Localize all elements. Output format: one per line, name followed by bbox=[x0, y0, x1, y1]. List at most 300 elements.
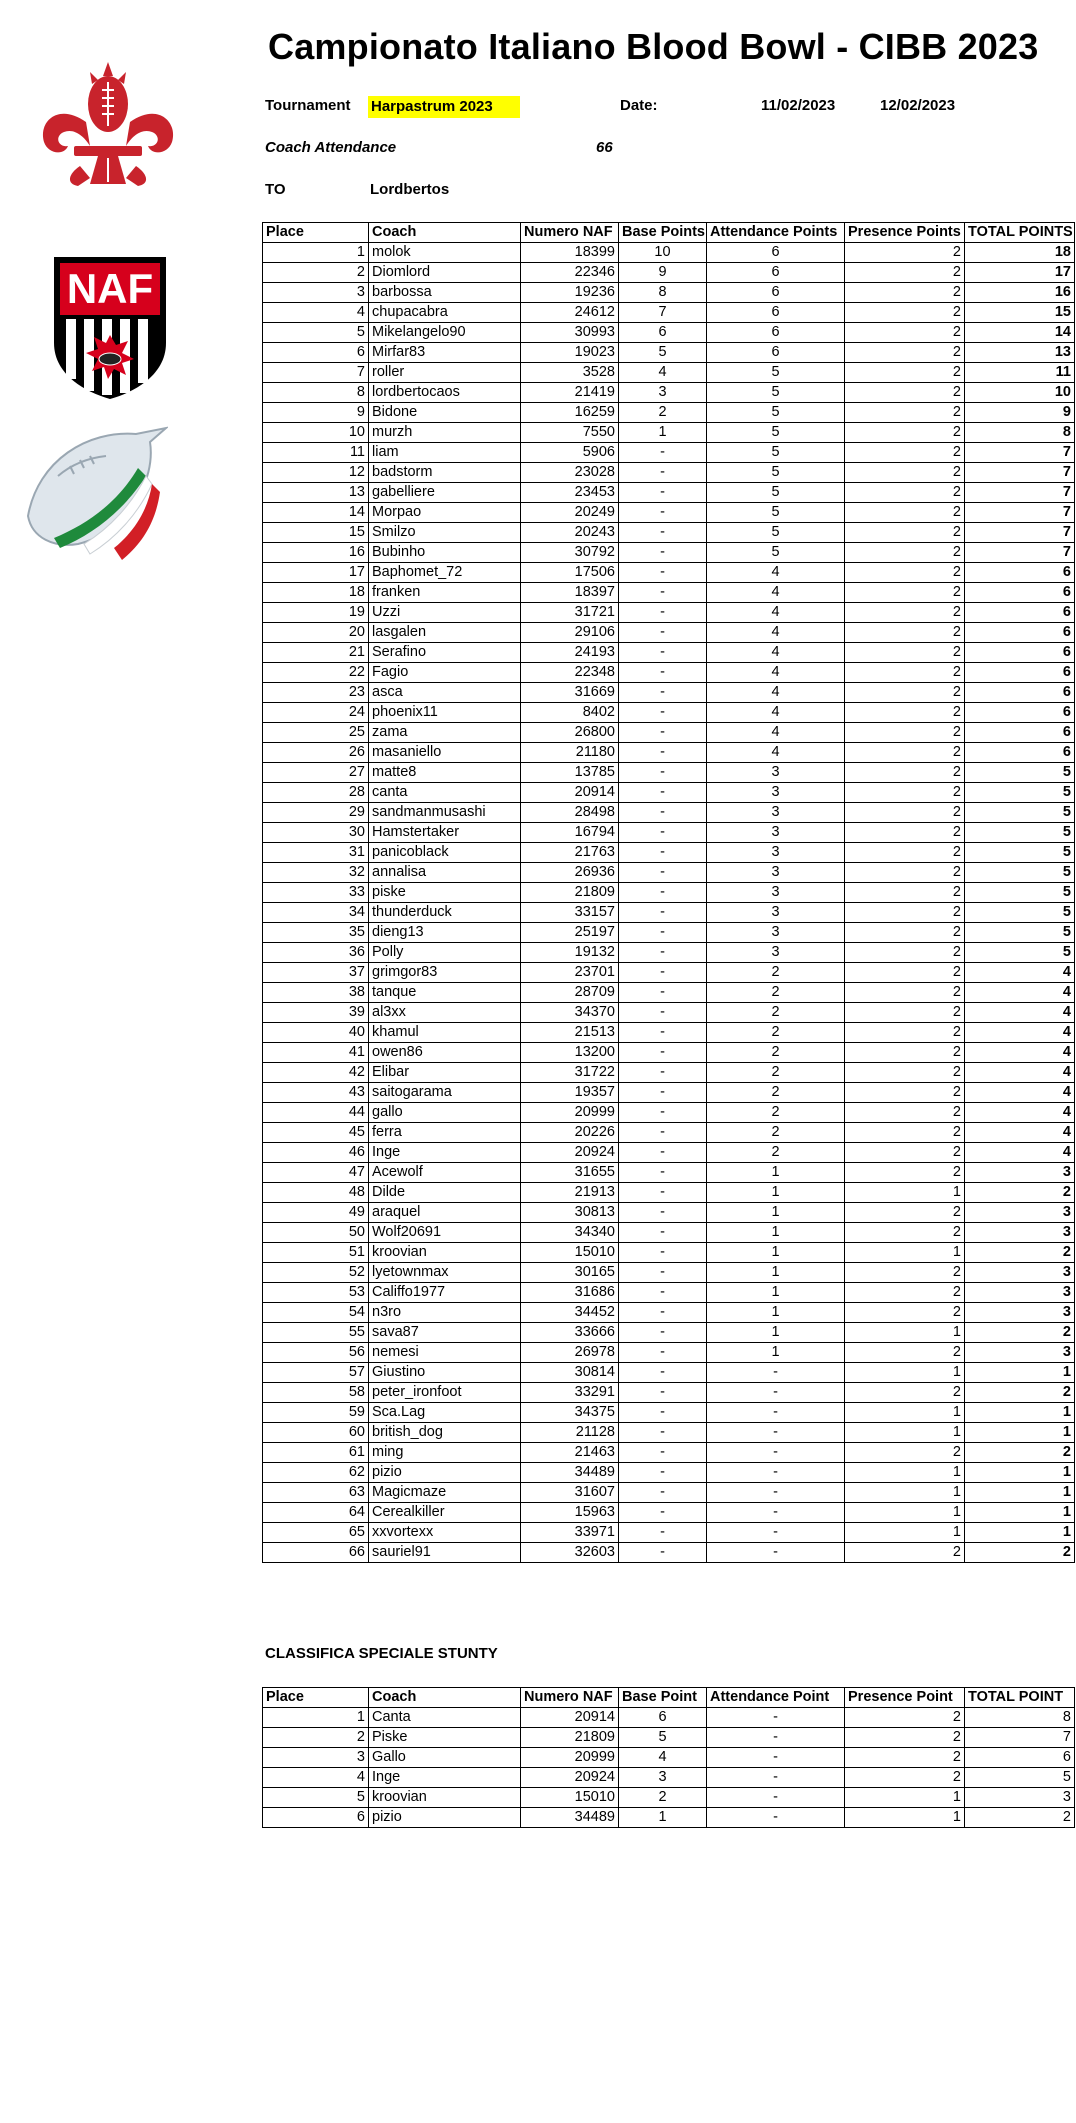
naf-logo-text: NAF bbox=[66, 265, 154, 312]
coach-cell: Serafino bbox=[369, 643, 521, 663]
table-row bbox=[263, 923, 1075, 943]
base-points-cell: - bbox=[619, 1063, 707, 1083]
presence-points-cell: 2 bbox=[845, 263, 965, 283]
total-points-cell: 7 bbox=[965, 1728, 1075, 1748]
attendance-points-cell: 3 bbox=[707, 923, 845, 943]
place-cell: 18 bbox=[263, 583, 369, 603]
table-row bbox=[263, 1083, 1075, 1103]
presence-points-cell: 2 bbox=[845, 1443, 965, 1463]
naf-number-cell: 26978 bbox=[521, 1343, 619, 1363]
naf-number-cell: 31686 bbox=[521, 1283, 619, 1303]
naf-number-cell: 20243 bbox=[521, 523, 619, 543]
place-cell: 60 bbox=[263, 1423, 369, 1443]
naf-number-cell: 31607 bbox=[521, 1483, 619, 1503]
total-points-cell: 9 bbox=[965, 403, 1075, 423]
coach-cell: kroovian bbox=[369, 1243, 521, 1263]
attendance-points-cell: 5 bbox=[707, 363, 845, 383]
place-cell: 31 bbox=[263, 843, 369, 863]
attendance-points-cell: 3 bbox=[707, 903, 845, 923]
naf-number-cell: 29106 bbox=[521, 623, 619, 643]
attendance-points-cell: 4 bbox=[707, 683, 845, 703]
place-cell: 3 bbox=[263, 283, 369, 303]
attendance-points-cell: - bbox=[707, 1383, 845, 1403]
attendance-points-cell: - bbox=[707, 1363, 845, 1383]
presence-points-cell: 2 bbox=[845, 1708, 965, 1728]
place-cell: 2 bbox=[263, 1728, 369, 1748]
attendance-points-cell: 3 bbox=[707, 783, 845, 803]
table-row bbox=[263, 1483, 1075, 1503]
naf-number-cell: 20924 bbox=[521, 1768, 619, 1788]
place-cell: 54 bbox=[263, 1303, 369, 1323]
attendance-points-cell: 3 bbox=[707, 863, 845, 883]
total-points-cell: 2 bbox=[965, 1808, 1075, 1828]
coach-cell: tanque bbox=[369, 983, 521, 1003]
table-row bbox=[263, 1023, 1075, 1043]
table-row bbox=[263, 543, 1075, 563]
place-cell: 64 bbox=[263, 1503, 369, 1523]
place-cell: 32 bbox=[263, 863, 369, 883]
coach-cell: sava87 bbox=[369, 1323, 521, 1343]
attendance-points-cell: 2 bbox=[707, 1123, 845, 1143]
place-cell: 41 bbox=[263, 1043, 369, 1063]
naf-number-cell: 20914 bbox=[521, 783, 619, 803]
attendance-points-cell: 5 bbox=[707, 463, 845, 483]
fleur-de-lis-football-logo bbox=[38, 62, 178, 188]
presence-points-cell: 1 bbox=[845, 1808, 965, 1828]
table-row bbox=[263, 903, 1075, 923]
table-row bbox=[263, 1223, 1075, 1243]
coach-cell: pizio bbox=[369, 1808, 521, 1828]
total-points-cell: 4 bbox=[965, 1043, 1075, 1063]
attendance-points-cell: 4 bbox=[707, 623, 845, 643]
attendance-points-cell: 4 bbox=[707, 583, 845, 603]
coach-cell: annalisa bbox=[369, 863, 521, 883]
attendance-points-cell: - bbox=[707, 1503, 845, 1523]
naf-number-cell: 15010 bbox=[521, 1788, 619, 1808]
base-points-cell: 3 bbox=[619, 383, 707, 403]
attendance-points-cell: 5 bbox=[707, 403, 845, 423]
attendance-points-cell: 5 bbox=[707, 383, 845, 403]
coach-cell: murzh bbox=[369, 423, 521, 443]
base-points-cell: 10 bbox=[619, 243, 707, 263]
base-points-cell: 8 bbox=[619, 283, 707, 303]
coach-cell: zama bbox=[369, 723, 521, 743]
presence-points-cell: 2 bbox=[845, 923, 965, 943]
coach-cell: Bubinho bbox=[369, 543, 521, 563]
attendance-points-cell: 4 bbox=[707, 563, 845, 583]
total-points-cell: 8 bbox=[965, 423, 1075, 443]
base-points-cell: - bbox=[619, 763, 707, 783]
coach-cell: kroovian bbox=[369, 1788, 521, 1808]
base-points-cell: - bbox=[619, 1423, 707, 1443]
base-points-cell: 2 bbox=[619, 1788, 707, 1808]
attendance-points-cell: 1 bbox=[707, 1243, 845, 1263]
naf-number-cell: 20999 bbox=[521, 1103, 619, 1123]
coach-cell: saitogarama bbox=[369, 1083, 521, 1103]
total-points-cell: 3 bbox=[965, 1283, 1075, 1303]
base-points-cell: - bbox=[619, 1203, 707, 1223]
header-base-points: Base Points bbox=[619, 223, 707, 243]
naf-number-cell: 20914 bbox=[521, 1708, 619, 1728]
total-points-cell: 3 bbox=[965, 1163, 1075, 1183]
header-attendance-points: Attendance Points bbox=[707, 223, 845, 243]
place-cell: 45 bbox=[263, 1123, 369, 1143]
table-row bbox=[263, 363, 1075, 383]
coach-cell: Acewolf bbox=[369, 1163, 521, 1183]
attendance-points-cell: 4 bbox=[707, 643, 845, 663]
total-points-cell: 5 bbox=[965, 943, 1075, 963]
total-points-cell: 1 bbox=[965, 1523, 1075, 1543]
presence-points-cell: 2 bbox=[845, 823, 965, 843]
total-points-cell: 6 bbox=[965, 743, 1075, 763]
table-row bbox=[263, 1063, 1075, 1083]
coach-cell: Piske bbox=[369, 1728, 521, 1748]
table-row bbox=[263, 403, 1075, 423]
base-points-cell: - bbox=[619, 663, 707, 683]
presence-points-cell: 2 bbox=[845, 283, 965, 303]
total-points-cell: 7 bbox=[965, 503, 1075, 523]
italian-flag-ball-logo bbox=[18, 420, 168, 565]
naf-number-cell: 3528 bbox=[521, 363, 619, 383]
naf-number-cell: 31669 bbox=[521, 683, 619, 703]
naf-number-cell: 21463 bbox=[521, 1443, 619, 1463]
presence-points-cell: 2 bbox=[845, 563, 965, 583]
base-points-cell: - bbox=[619, 1303, 707, 1323]
presence-points-cell: 2 bbox=[845, 883, 965, 903]
base-points-cell: 4 bbox=[619, 363, 707, 383]
base-points-cell: - bbox=[619, 1243, 707, 1263]
total-points-cell: 17 bbox=[965, 263, 1075, 283]
attendance-points-cell: - bbox=[707, 1768, 845, 1788]
total-points-cell: 4 bbox=[965, 1003, 1075, 1023]
table-row bbox=[263, 623, 1075, 643]
total-points-cell: 8 bbox=[965, 1708, 1075, 1728]
special-ranking-title: CLASSIFICA SPECIALE STUNTY bbox=[265, 1645, 498, 1662]
base-points-cell: - bbox=[619, 1523, 707, 1543]
total-points-cell: 3 bbox=[965, 1263, 1075, 1283]
attendance-points-cell: 6 bbox=[707, 283, 845, 303]
place-cell: 19 bbox=[263, 603, 369, 623]
naf-number-cell: 21128 bbox=[521, 1423, 619, 1443]
coach-cell: Mikelangelo90 bbox=[369, 323, 521, 343]
place-cell: 2 bbox=[263, 263, 369, 283]
naf-number-cell: 7550 bbox=[521, 423, 619, 443]
table-row bbox=[263, 683, 1075, 703]
presence-points-cell: 2 bbox=[845, 543, 965, 563]
place-cell: 66 bbox=[263, 1543, 369, 1563]
naf-number-cell: 19132 bbox=[521, 943, 619, 963]
header-presence-point: Presence Point bbox=[845, 1688, 965, 1708]
total-points-cell: 6 bbox=[965, 623, 1075, 643]
table-row bbox=[263, 303, 1075, 323]
total-points-cell: 2 bbox=[965, 1183, 1075, 1203]
place-cell: 56 bbox=[263, 1343, 369, 1363]
presence-points-cell: 2 bbox=[845, 363, 965, 383]
total-points-cell: 15 bbox=[965, 303, 1075, 323]
presence-points-cell: 2 bbox=[845, 583, 965, 603]
presence-points-cell: 2 bbox=[845, 1043, 965, 1063]
total-points-cell: 5 bbox=[965, 823, 1075, 843]
presence-points-cell: 2 bbox=[845, 1383, 965, 1403]
attendance-points-cell: 4 bbox=[707, 743, 845, 763]
place-cell: 49 bbox=[263, 1203, 369, 1223]
coach-cell: peter_ironfoot bbox=[369, 1383, 521, 1403]
total-points-cell: 4 bbox=[965, 963, 1075, 983]
to-value: Lordbertos bbox=[370, 181, 450, 198]
naf-number-cell: 23028 bbox=[521, 463, 619, 483]
table-row bbox=[263, 1403, 1075, 1423]
base-points-cell: - bbox=[619, 1383, 707, 1403]
presence-points-cell: 2 bbox=[845, 403, 965, 423]
attendance-points-cell: 2 bbox=[707, 1023, 845, 1043]
base-points-cell: - bbox=[619, 823, 707, 843]
naf-number-cell: 32603 bbox=[521, 1543, 619, 1563]
attendance-points-cell: 1 bbox=[707, 1263, 845, 1283]
presence-points-cell: 1 bbox=[845, 1323, 965, 1343]
coach-cell: asca bbox=[369, 683, 521, 703]
coach-cell: Califfo1977 bbox=[369, 1283, 521, 1303]
table-row bbox=[263, 263, 1075, 283]
naf-number-cell: 21763 bbox=[521, 843, 619, 863]
attendance-points-cell: 1 bbox=[707, 1283, 845, 1303]
naf-number-cell: 30813 bbox=[521, 1203, 619, 1223]
total-points-cell: 6 bbox=[965, 583, 1075, 603]
total-points-cell: 4 bbox=[965, 1123, 1075, 1143]
base-points-cell: - bbox=[619, 1403, 707, 1423]
coach-cell: n3ro bbox=[369, 1303, 521, 1323]
table-row bbox=[263, 1423, 1075, 1443]
attendance-label: Coach Attendance bbox=[265, 139, 397, 156]
base-points-cell: - bbox=[619, 463, 707, 483]
base-points-cell: - bbox=[619, 1023, 707, 1043]
coach-cell: badstorm bbox=[369, 463, 521, 483]
naf-number-cell: 13785 bbox=[521, 763, 619, 783]
coach-cell: Wolf20691 bbox=[369, 1223, 521, 1243]
naf-number-cell: 13200 bbox=[521, 1043, 619, 1063]
place-cell: 58 bbox=[263, 1383, 369, 1403]
total-points-cell: 1 bbox=[965, 1503, 1075, 1523]
coach-cell: Inge bbox=[369, 1768, 521, 1788]
base-points-cell: - bbox=[619, 563, 707, 583]
presence-points-cell: 2 bbox=[845, 963, 965, 983]
naf-number-cell: 34340 bbox=[521, 1223, 619, 1243]
coach-cell: matte8 bbox=[369, 763, 521, 783]
table-row bbox=[263, 763, 1075, 783]
presence-points-cell: 2 bbox=[845, 443, 965, 463]
base-points-cell: - bbox=[619, 963, 707, 983]
attendance-points-cell: - bbox=[707, 1403, 845, 1423]
naf-number-cell: 15963 bbox=[521, 1503, 619, 1523]
place-cell: 51 bbox=[263, 1243, 369, 1263]
base-points-cell: - bbox=[619, 683, 707, 703]
place-cell: 27 bbox=[263, 763, 369, 783]
total-points-cell: 7 bbox=[965, 463, 1075, 483]
coach-cell: chupacabra bbox=[369, 303, 521, 323]
presence-points-cell: 2 bbox=[845, 1223, 965, 1243]
coach-cell: Dilde bbox=[369, 1183, 521, 1203]
total-points-cell: 4 bbox=[965, 1023, 1075, 1043]
presence-points-cell: 2 bbox=[845, 983, 965, 1003]
attendance-points-cell: 5 bbox=[707, 443, 845, 463]
coach-cell: Sca.Lag bbox=[369, 1403, 521, 1423]
attendance-points-cell: 6 bbox=[707, 243, 845, 263]
table-row bbox=[263, 823, 1075, 843]
base-points-cell: 6 bbox=[619, 323, 707, 343]
total-points-cell: 2 bbox=[965, 1443, 1075, 1463]
presence-points-cell: 1 bbox=[845, 1503, 965, 1523]
base-points-cell: - bbox=[619, 1343, 707, 1363]
total-points-cell: 6 bbox=[965, 563, 1075, 583]
place-cell: 47 bbox=[263, 1163, 369, 1183]
presence-points-cell: 2 bbox=[845, 683, 965, 703]
attendance-points-cell: 2 bbox=[707, 1043, 845, 1063]
table-row bbox=[263, 1768, 1075, 1788]
coach-cell: khamul bbox=[369, 1023, 521, 1043]
total-points-cell: 4 bbox=[965, 983, 1075, 1003]
coach-cell: Hamstertaker bbox=[369, 823, 521, 843]
table-row bbox=[263, 643, 1075, 663]
place-cell: 48 bbox=[263, 1183, 369, 1203]
presence-points-cell: 2 bbox=[845, 723, 965, 743]
base-points-cell: 3 bbox=[619, 1768, 707, 1788]
base-points-cell: - bbox=[619, 483, 707, 503]
coach-cell: Gallo bbox=[369, 1748, 521, 1768]
table-row bbox=[263, 283, 1075, 303]
standings-table bbox=[262, 222, 1075, 1563]
attendance-points-cell: 2 bbox=[707, 1143, 845, 1163]
table-row bbox=[263, 1123, 1075, 1143]
attendance-points-cell: 4 bbox=[707, 703, 845, 723]
base-points-cell: - bbox=[619, 1323, 707, 1343]
place-cell: 4 bbox=[263, 303, 369, 323]
table-row bbox=[263, 443, 1075, 463]
presence-points-cell: 1 bbox=[845, 1363, 965, 1383]
base-points-cell: - bbox=[619, 1483, 707, 1503]
presence-points-cell: 1 bbox=[845, 1183, 965, 1203]
naf-number-cell: 18399 bbox=[521, 243, 619, 263]
base-points-cell: - bbox=[619, 1363, 707, 1383]
total-points-cell: 4 bbox=[965, 1083, 1075, 1103]
attendance-points-cell: - bbox=[707, 1423, 845, 1443]
naf-number-cell: 34375 bbox=[521, 1403, 619, 1423]
attendance-points-cell: - bbox=[707, 1523, 845, 1543]
attendance-points-cell: - bbox=[707, 1463, 845, 1483]
base-points-cell: - bbox=[619, 1543, 707, 1563]
base-points-cell: - bbox=[619, 743, 707, 763]
total-points-cell: 2 bbox=[965, 1243, 1075, 1263]
naf-number-cell: 26800 bbox=[521, 723, 619, 743]
standings-header-row bbox=[263, 223, 1075, 243]
table-row bbox=[263, 583, 1075, 603]
naf-number-cell: 34489 bbox=[521, 1808, 619, 1828]
coach-cell: lyetownmax bbox=[369, 1263, 521, 1283]
table-row bbox=[263, 983, 1075, 1003]
total-points-cell: 1 bbox=[965, 1463, 1075, 1483]
naf-number-cell: 17506 bbox=[521, 563, 619, 583]
total-points-cell: 5 bbox=[965, 843, 1075, 863]
header-attendance-point: Attendance Point bbox=[707, 1688, 845, 1708]
naf-number-cell: 21419 bbox=[521, 383, 619, 403]
place-cell: 14 bbox=[263, 503, 369, 523]
attendance-points-cell: 6 bbox=[707, 343, 845, 363]
table-row bbox=[263, 1788, 1075, 1808]
coach-cell: sauriel91 bbox=[369, 1543, 521, 1563]
coach-cell: molok bbox=[369, 243, 521, 263]
coach-cell: grimgor83 bbox=[369, 963, 521, 983]
table-row bbox=[263, 783, 1075, 803]
place-cell: 9 bbox=[263, 403, 369, 423]
total-points-cell: 3 bbox=[965, 1788, 1075, 1808]
date-end: 12/02/2023 bbox=[880, 97, 956, 114]
presence-points-cell: 1 bbox=[845, 1243, 965, 1263]
table-row bbox=[263, 463, 1075, 483]
presence-points-cell: 2 bbox=[845, 523, 965, 543]
coach-cell: Magicmaze bbox=[369, 1483, 521, 1503]
presence-points-cell: 2 bbox=[845, 623, 965, 643]
table-row bbox=[263, 1708, 1075, 1728]
place-cell: 24 bbox=[263, 703, 369, 723]
naf-number-cell: 20924 bbox=[521, 1143, 619, 1163]
naf-number-cell: 26936 bbox=[521, 863, 619, 883]
table-row bbox=[263, 1808, 1075, 1828]
place-cell: 35 bbox=[263, 923, 369, 943]
presence-points-cell: 2 bbox=[845, 763, 965, 783]
naf-number-cell: 20249 bbox=[521, 503, 619, 523]
naf-number-cell: 31721 bbox=[521, 603, 619, 623]
presence-points-cell: 2 bbox=[845, 1543, 965, 1563]
table-row bbox=[263, 963, 1075, 983]
base-points-cell: - bbox=[619, 1223, 707, 1243]
place-cell: 21 bbox=[263, 643, 369, 663]
total-points-cell: 4 bbox=[965, 1063, 1075, 1083]
table-row bbox=[263, 1303, 1075, 1323]
place-cell: 61 bbox=[263, 1443, 369, 1463]
coach-cell: thunderduck bbox=[369, 903, 521, 923]
presence-points-cell: 2 bbox=[845, 1263, 965, 1283]
total-points-cell: 5 bbox=[965, 883, 1075, 903]
naf-number-cell: 33971 bbox=[521, 1523, 619, 1543]
date-start: 11/02/2023 bbox=[761, 97, 836, 114]
place-cell: 23 bbox=[263, 683, 369, 703]
total-points-cell: 6 bbox=[965, 683, 1075, 703]
table-row bbox=[263, 1443, 1075, 1463]
base-points-cell: - bbox=[619, 1463, 707, 1483]
presence-points-cell: 2 bbox=[845, 1768, 965, 1788]
presence-points-cell: 2 bbox=[845, 1063, 965, 1083]
attendance-points-cell: 1 bbox=[707, 1343, 845, 1363]
presence-points-cell: 1 bbox=[845, 1403, 965, 1423]
attendance-points-cell: 4 bbox=[707, 663, 845, 683]
place-cell: 17 bbox=[263, 563, 369, 583]
base-points-cell: - bbox=[619, 603, 707, 623]
presence-points-cell: 2 bbox=[845, 1748, 965, 1768]
attendance-points-cell: 1 bbox=[707, 1183, 845, 1203]
place-cell: 10 bbox=[263, 423, 369, 443]
tournament-label: Tournament bbox=[265, 97, 351, 114]
coach-cell: dieng13 bbox=[369, 923, 521, 943]
table-row bbox=[263, 863, 1075, 883]
attendance-points-cell: 2 bbox=[707, 983, 845, 1003]
table-row bbox=[263, 843, 1075, 863]
place-cell: 38 bbox=[263, 983, 369, 1003]
base-points-cell: - bbox=[619, 1503, 707, 1523]
naf-number-cell: 30993 bbox=[521, 323, 619, 343]
coach-cell: Polly bbox=[369, 943, 521, 963]
table-row bbox=[263, 1163, 1075, 1183]
table-row bbox=[263, 563, 1075, 583]
header-place: Place bbox=[263, 223, 369, 243]
attendance-points-cell: 6 bbox=[707, 323, 845, 343]
